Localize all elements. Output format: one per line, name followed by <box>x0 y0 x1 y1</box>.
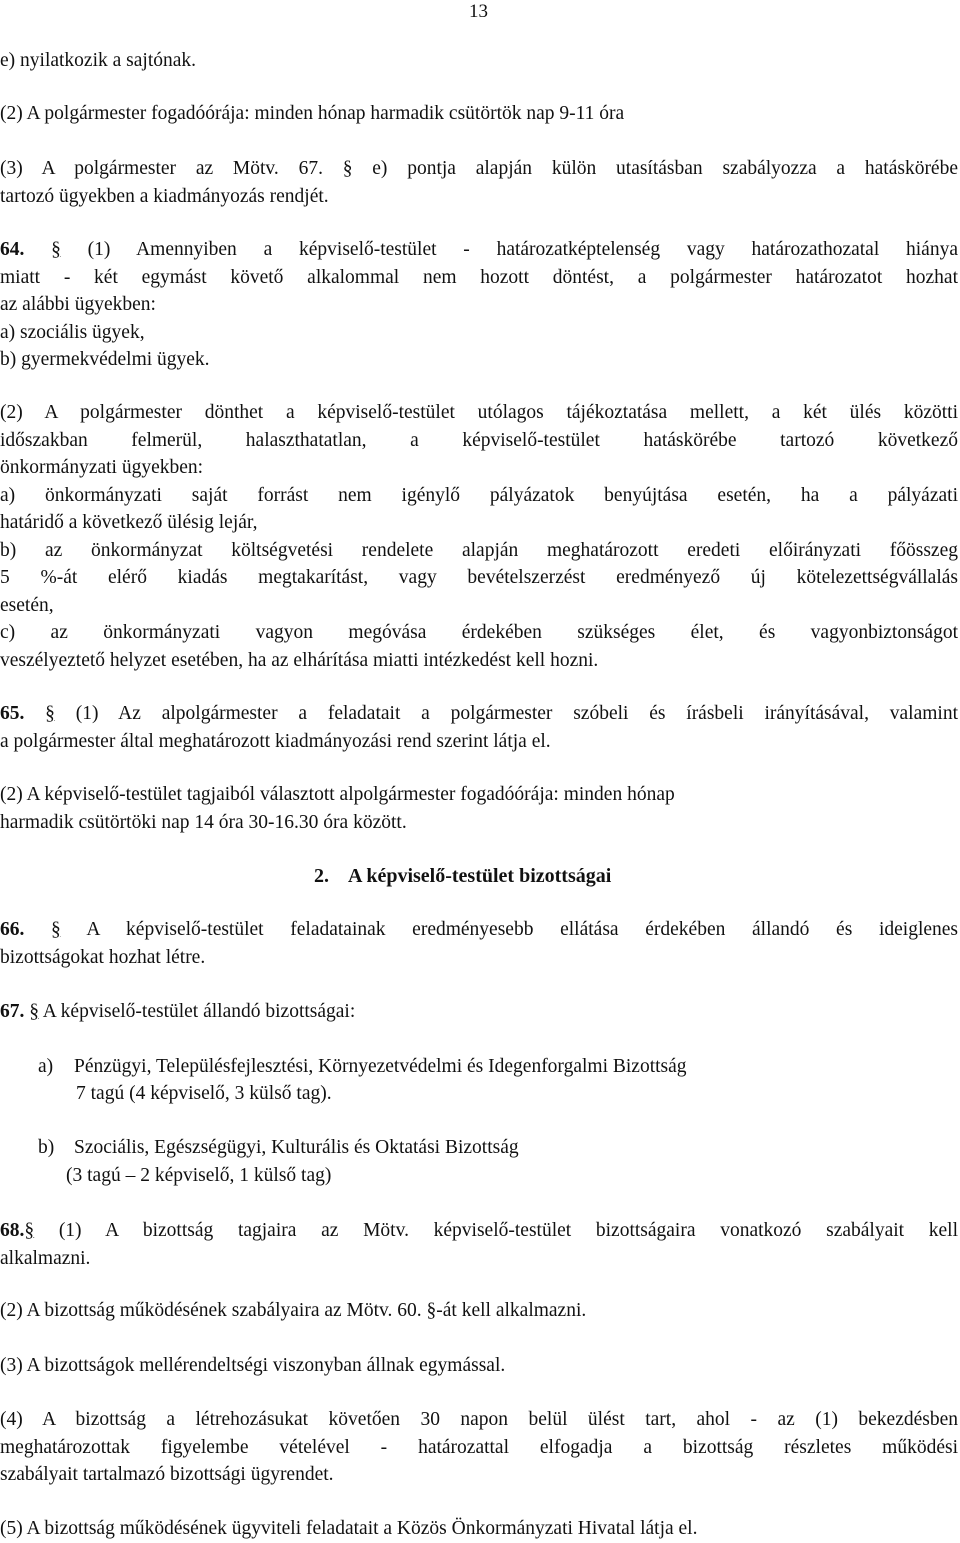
list-item: a) szociális ügyek, <box>0 321 145 343</box>
section-sign: § <box>24 1220 35 1241</box>
text-line <box>0 998 958 1026</box>
text-line: (2) A bizottság működésének szabályaira az Mötv. 60. §-át kell alkalmazni. <box>0 1300 587 1321</box>
section-sign: § <box>29 1001 39 1022</box>
section-text: (1) Az alpolgármester a feladatait a polgármester szóbeli és írásbeli irányításával, valamint <box>54 703 958 724</box>
section-number: 66. <box>0 919 25 940</box>
section-64-paragraph-2 <box>0 399 958 674</box>
section-number: 64. <box>0 239 25 260</box>
section-68-paragraph-4 <box>0 1406 958 1489</box>
list-marker: b) <box>38 1137 55 1158</box>
list-marker: a) <box>38 1056 54 1077</box>
list-item: a) önkormányzati saját forrást nem igénylő pályázatok benyújtása esetén, ha a pályázati <box>0 484 958 506</box>
text-line: (5) A bizottság működésének ügyviteli feladatait a Közös Önkormányzati Hivatal látja el. <box>0 1518 698 1539</box>
text-line: (3) A polgármester az Mötv. 67. § e) pontja alapján külön utasításban szabályozza a hatáskörébe <box>0 158 958 179</box>
section-65-paragraph-2 <box>0 781 958 836</box>
section-number: 68. <box>0 1220 25 1241</box>
chapter-heading <box>314 862 611 890</box>
section-68 <box>0 1217 958 1272</box>
section-text: (1) A bizottság tagjaira az Mötv. képviselő-testület bizottságaira vonatkozó szabályait kell <box>34 1220 958 1241</box>
section-65 <box>0 700 958 755</box>
text-line: önkormányzati ügyekben: <box>0 457 204 478</box>
section-64 <box>0 236 958 374</box>
committee-name: Pénzügyi, Településfejlesztési, Környezetvédelmi és Idegenforgalmi Bizottság <box>74 1056 687 1077</box>
text-line: tartozó ügyekben a kiadmányozás rendjét. <box>0 185 329 207</box>
text-line: esetén, <box>0 594 54 616</box>
text-line: 5 %-át elérő kiadás megtakarítást, vagy bevételszerzést eredményező új kötelezettségvállalás <box>0 567 958 588</box>
text-line: miatt - két egymást követő alkalommal nem hozott döntést, a polgármester határozatot hozhat <box>0 266 958 288</box>
text-line: (2) A polgármester dönthet a képviselő-testület utólagos tájékoztatása mellett, a két ülés közötti <box>0 402 958 423</box>
page-number: 13 <box>469 1 488 22</box>
section-sign: § <box>51 919 61 940</box>
text-line: veszélyeztető helyzet esetében, ha az elhárítása miatti intézkedést kell hozni. <box>0 649 599 671</box>
text-line: meghatározottak figyelembe vételével - határozattal elfogadja a bizottság részletes működési <box>0 1436 958 1458</box>
list-item: b) gyermekvédelmi ügyek. <box>0 349 210 370</box>
text-line: bizottságokat hozhat létre. <box>0 946 206 968</box>
text-line: szabályait tartalmazó bizottsági ügyrendet. <box>0 1464 334 1485</box>
text-line: (2) A polgármester fogadóórája: minden hónap harmadik csütörtök nap 9-11 óra <box>0 103 625 124</box>
section-sign: § <box>51 239 61 260</box>
intro-paragraph-2 <box>0 100 958 128</box>
text-line: az alábbi ügyekben: <box>0 294 156 315</box>
text-line <box>0 700 958 728</box>
text-line: (4) A bizottság a létrehozásukat követően 30 napon belül ülést tart, ahol - az (1) bekezdésben <box>0 1409 958 1430</box>
section-sign: § <box>45 703 55 724</box>
text-line: (2) A képviselő-testület tagjaiból választott alpolgármester fogadóórája: minden hónap <box>0 784 675 805</box>
chapter-number: 2. <box>314 865 329 887</box>
text-line: alkalmazni. <box>0 1247 91 1269</box>
committee-composition-b: (3 tagú – 2 képviselő, 1 külső tag) <box>66 1165 332 1186</box>
section-number: 65. <box>0 703 25 724</box>
text-line: időszakban felmerül, halaszthatatlan, a képviselő-testület hatáskörébe tartozó következő <box>0 429 958 451</box>
text-line: határidő a következő ülésig lejár, <box>0 512 258 533</box>
section-66 <box>0 916 958 971</box>
section-68-paragraph-2 <box>0 1297 958 1325</box>
section-number: 67. <box>0 1001 25 1022</box>
intro-item-e <box>0 47 958 75</box>
text-line: a polgármester által meghatározott kiadmányozási rend szerint látja el. <box>0 730 551 752</box>
text-line: (3) A bizottságok mellérendeltségi viszonyban állnak egymással. <box>0 1355 506 1376</box>
committee-name: Szociális, Egészségügyi, Kulturális és Oktatási Bizottság <box>74 1137 519 1158</box>
section-text: (1) Amennyiben a képviselő-testület - határozatképtelenség vagy határozathozatal hiánya <box>60 239 958 260</box>
text-line <box>0 916 958 944</box>
text-line <box>0 236 958 264</box>
intro-paragraph-3 <box>0 155 958 210</box>
committee-item-b <box>38 1134 519 1162</box>
chapter-title: A képviselő-testület bizottságai <box>348 865 612 887</box>
list-item: c) az önkormányzati vagyon megóvása érdekében szükséges élet, és vagyonbiztonságot <box>0 622 958 643</box>
section-67 <box>0 998 958 1026</box>
committee-item-a <box>38 1053 687 1081</box>
section-68-paragraph-5 <box>0 1515 958 1543</box>
section-text: A képviselő-testület feladatainak eredményesebb ellátása érdekében állandó és ideiglenes <box>60 919 959 940</box>
section-text: A képviselő-testület állandó bizottságai: <box>39 1001 356 1022</box>
text-line: e) nyilatkozik a sajtónak. <box>0 50 197 71</box>
committee-composition-a: 7 tagú (4 képviselő, 3 külső tag). <box>76 1083 332 1104</box>
section-68-paragraph-3 <box>0 1352 958 1380</box>
text-line: harmadik csütörtöki nap 14 óra 30-16.30 óra között. <box>0 811 407 833</box>
list-item: b) az önkormányzat költségvetési rendelete alapján meghatározott eredeti előirányzati főösszeg <box>0 539 958 561</box>
text-line <box>0 1217 958 1245</box>
